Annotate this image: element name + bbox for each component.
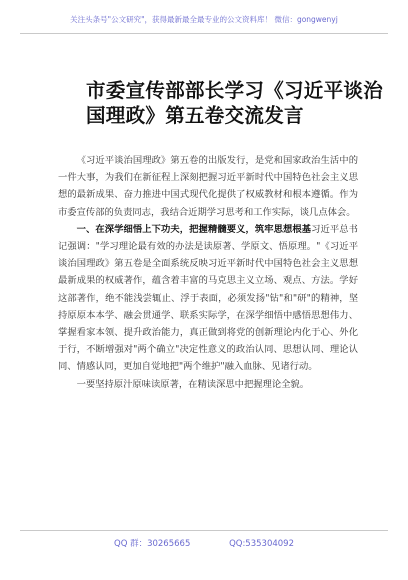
intro-paragraph: 《习近平谈治国理政》第五卷的出版发行，是党和国家政治生活中的一件大事，为我们在新征程上深刻把握习近平新时代中国特色社会主义思想的最新成果、奋力推进中国式现代化提供了权威教材和根本遵循。作为市委宣传部的负责同志，我结合近期学习思考和工作实际，谈几点体会。 [58,155,358,218]
footer-qq: QQ:535304092 [229,539,294,549]
point-paragraph: 一要坚持原汁原味读原著，在精读深思中把握理论全貌。 [76,378,310,390]
header-banner: 关注头条号"公文研究"，获得最新最全最专业的公文资料库！ 微信：gongwenyj [20,14,388,34]
section-paragraph [58,221,358,376]
footer-banner [20,530,388,549]
section-heading: 一、在深学细悟上下功夫，把握精髓要义，筑牢思想根基 [76,223,312,235]
section-body: 习近平总书记强调："学习理论最有效的办法是读原著、学原文、悟原理。"《习近平谈治国理政》第五卷是全面系统反映习近平新时代中国特色社会主义思想最新成果的权威著作，蕴含着丰富的马克思主义立场、观点、方法。学好这部著作，绝不能浅尝辄止、浮于表面，必须发扬"钻"和"研"的精神，坚持原原本本学、融会贯通学、联系实际学，在深学细悟中感悟思想伟力、掌握看家本领、提升政治能力，真正做到将党的创新理论内化于心、外化于行，不断增强对"两个确立"决定性意义的政治认同、思想认同、理论认同、情感认同，更加自觉地把"两个维护"融入血脉、见诸行动。 [58,223,358,373]
document-body [58,152,358,393]
footer-qq-group: QQ 群：30265665 [114,539,191,549]
document-title: 市委宣传部部长学习《习近平谈治国理政》第五卷交流发言 [86,79,384,127]
